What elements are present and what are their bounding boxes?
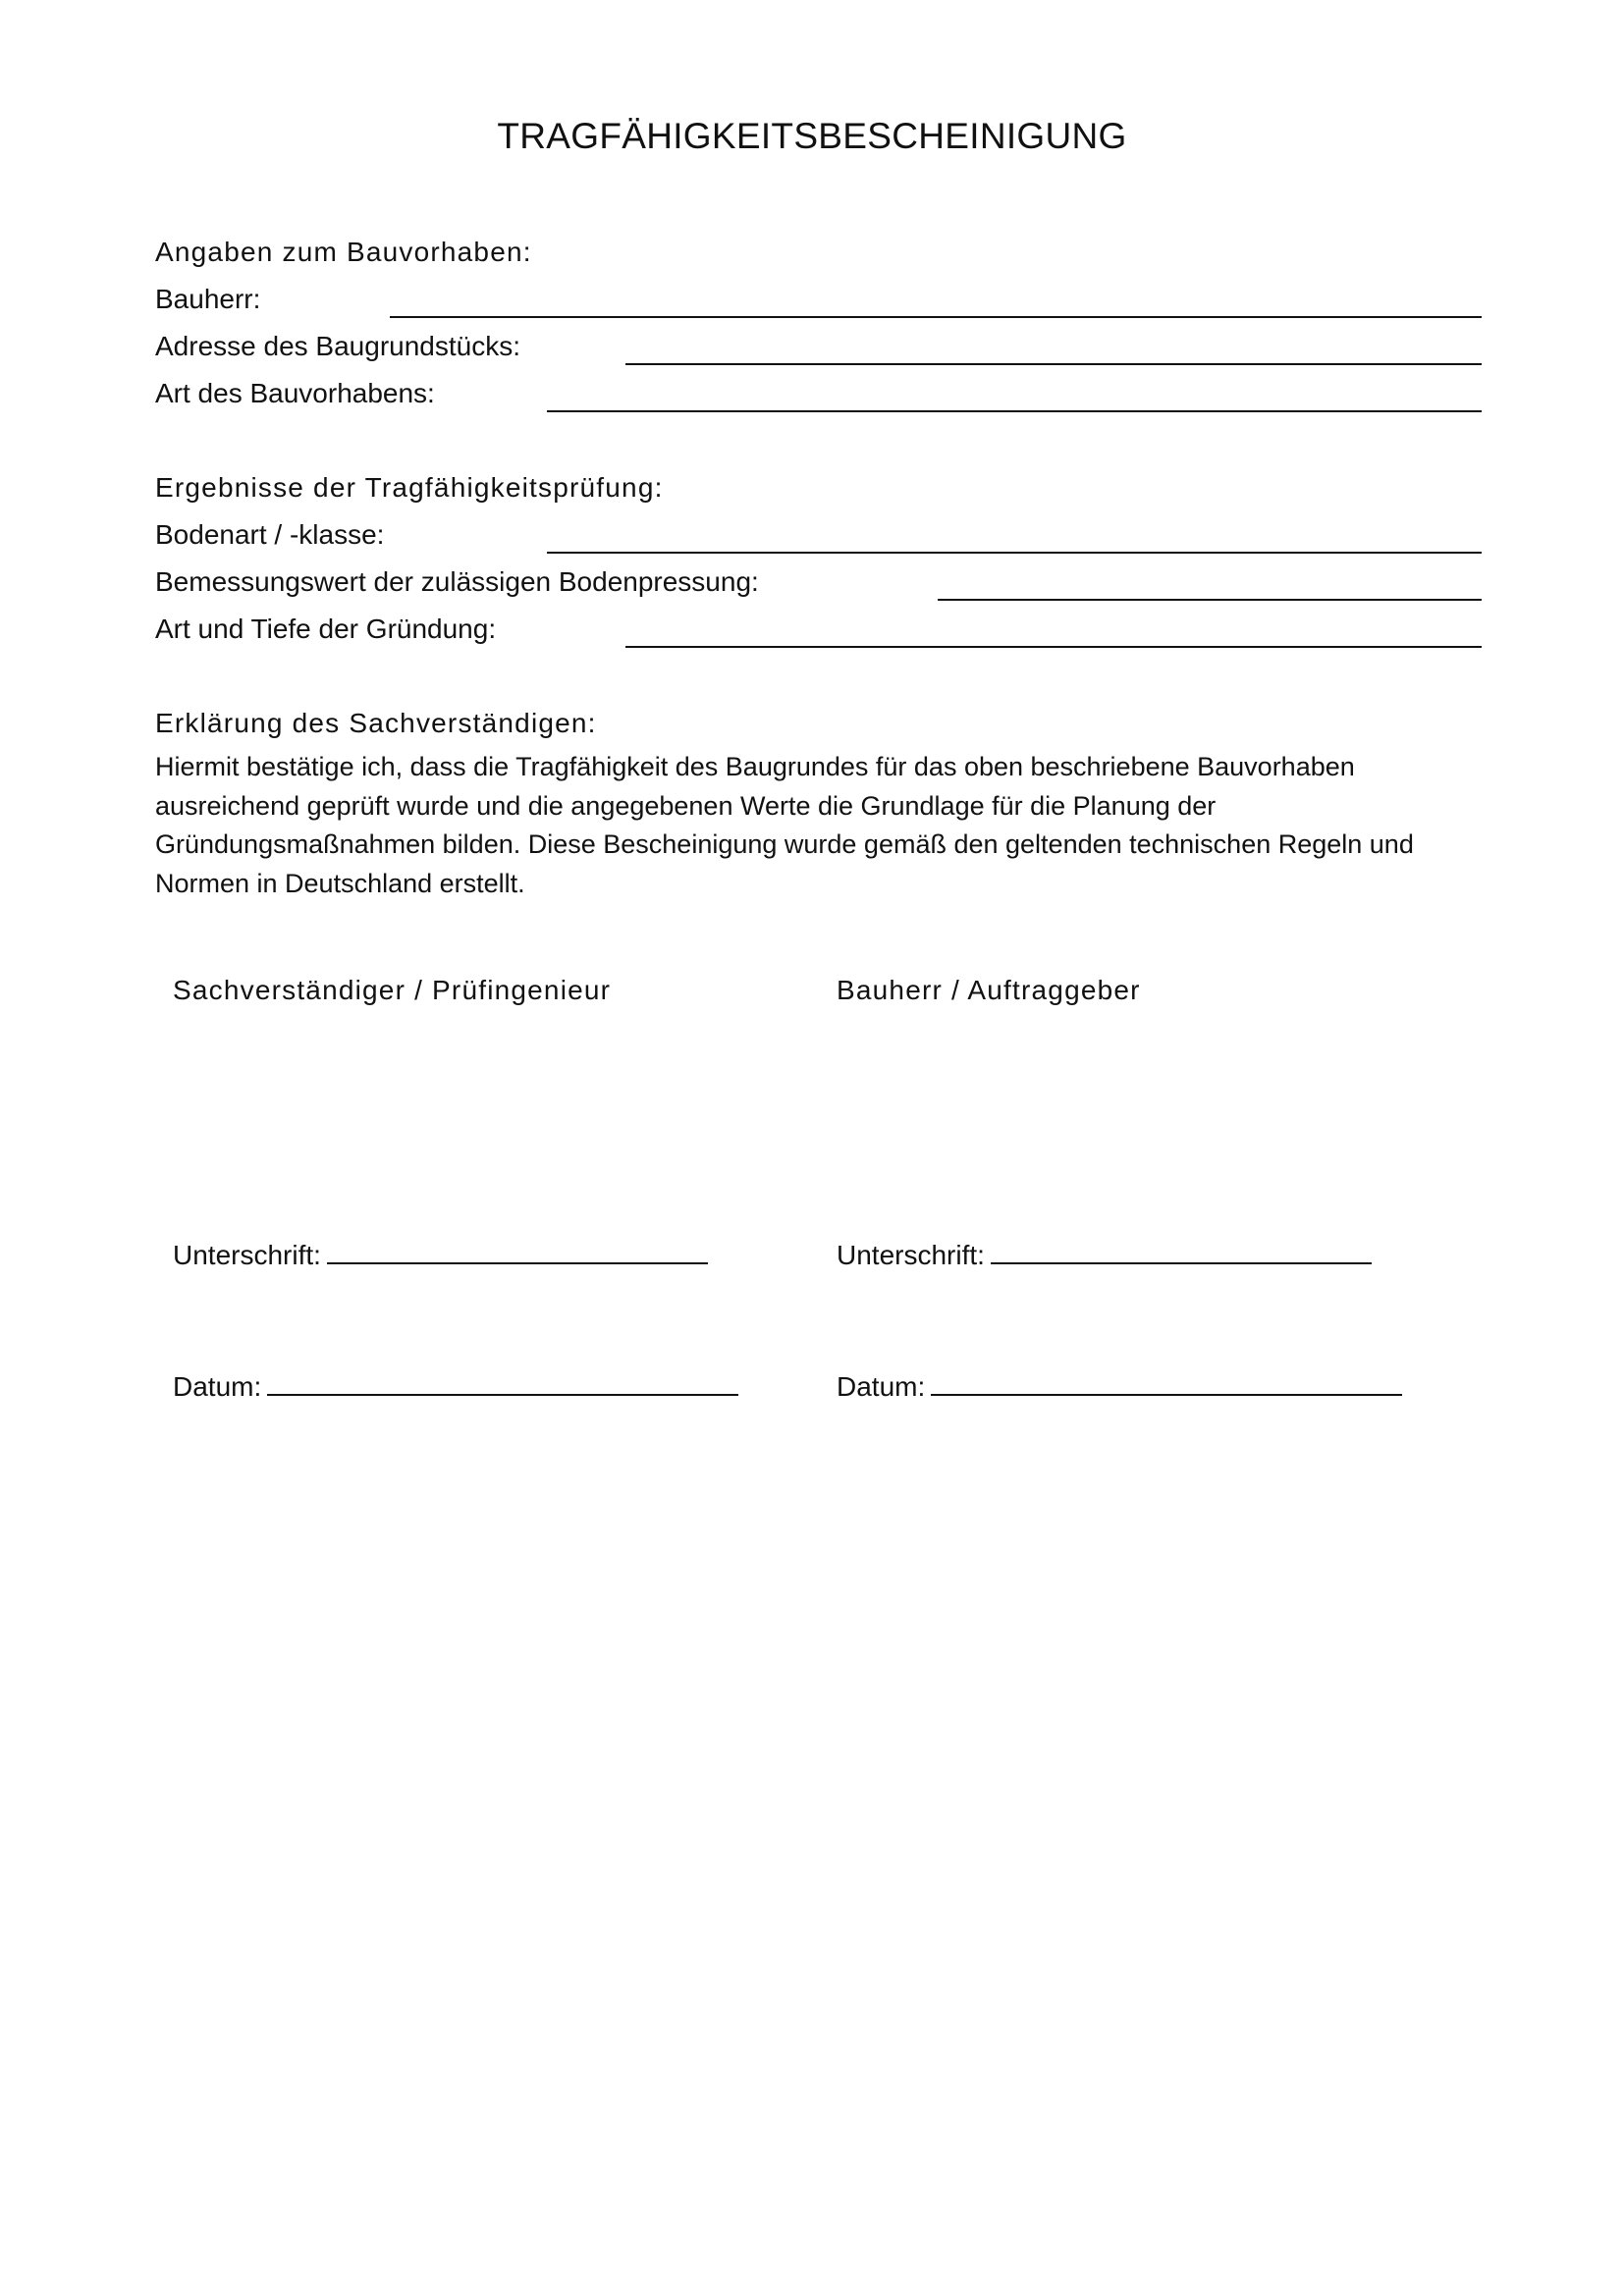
project-section-heading: Angaben zum Bauvorhaben: xyxy=(155,237,532,267)
date-row-client xyxy=(837,1370,1402,1404)
signature-label-expert: Unterschrift: xyxy=(173,1240,321,1270)
declaration-heading: Erklärung des Sachverständigen: xyxy=(155,708,597,738)
field-line-bearing-pressure[interactable] xyxy=(938,599,1482,601)
date-line-expert[interactable] xyxy=(267,1374,738,1396)
document-title: TRAGFÄHIGKEITSBESCHEINIGUNG xyxy=(497,116,1127,156)
field-label-address: Adresse des Baugrundstücks: xyxy=(155,331,520,361)
signature-heading-expert: Sachverständiger / Prüfingenieur xyxy=(173,975,612,1005)
signature-line-expert[interactable] xyxy=(327,1243,708,1264)
date-line-client[interactable] xyxy=(931,1374,1402,1396)
signature-line-client[interactable] xyxy=(991,1243,1372,1264)
signature-row-client xyxy=(837,1239,1372,1272)
date-label-client: Datum: xyxy=(837,1371,926,1402)
field-label-project-type: Art des Bauvorhabens: xyxy=(155,378,435,408)
field-line-project-type[interactable] xyxy=(547,410,1482,412)
signature-row-expert xyxy=(173,1239,708,1272)
date-label-expert: Datum: xyxy=(173,1371,262,1402)
field-label-soil-class: Bodenart / -klasse: xyxy=(155,519,385,550)
declaration-text: Hiermit bestätige ich, dass die Tragfähigkeit des Baugrundes für das oben beschriebene Bauvorhaben ausreichend geprüft wurde und die angegebenen Werte die Grundlage für die Planung der Gründungsmaßnahmen bilden. Diese Bescheinigung wurde gemäß den geltenden technischen Regeln und Normen in Deutschland erstellt. xyxy=(155,752,1414,898)
signature-heading-client: Bauherr / Auftraggeber xyxy=(837,975,1141,1005)
field-line-bauherr[interactable] xyxy=(390,316,1482,318)
field-label-bauherr: Bauherr: xyxy=(155,284,261,314)
field-label-foundation: Art und Tiefe der Gründung: xyxy=(155,614,497,644)
results-section-heading: Ergebnisse der Tragfähigkeitsprüfung: xyxy=(155,472,664,503)
field-label-bearing-pressure: Bemessungswert der zulässigen Bodenpressung: xyxy=(155,566,759,597)
signature-label-client: Unterschrift: xyxy=(837,1240,985,1270)
field-line-soil-class[interactable] xyxy=(547,552,1482,554)
field-line-foundation[interactable] xyxy=(625,646,1482,648)
field-line-address[interactable] xyxy=(625,363,1482,365)
date-row-expert xyxy=(173,1370,738,1404)
